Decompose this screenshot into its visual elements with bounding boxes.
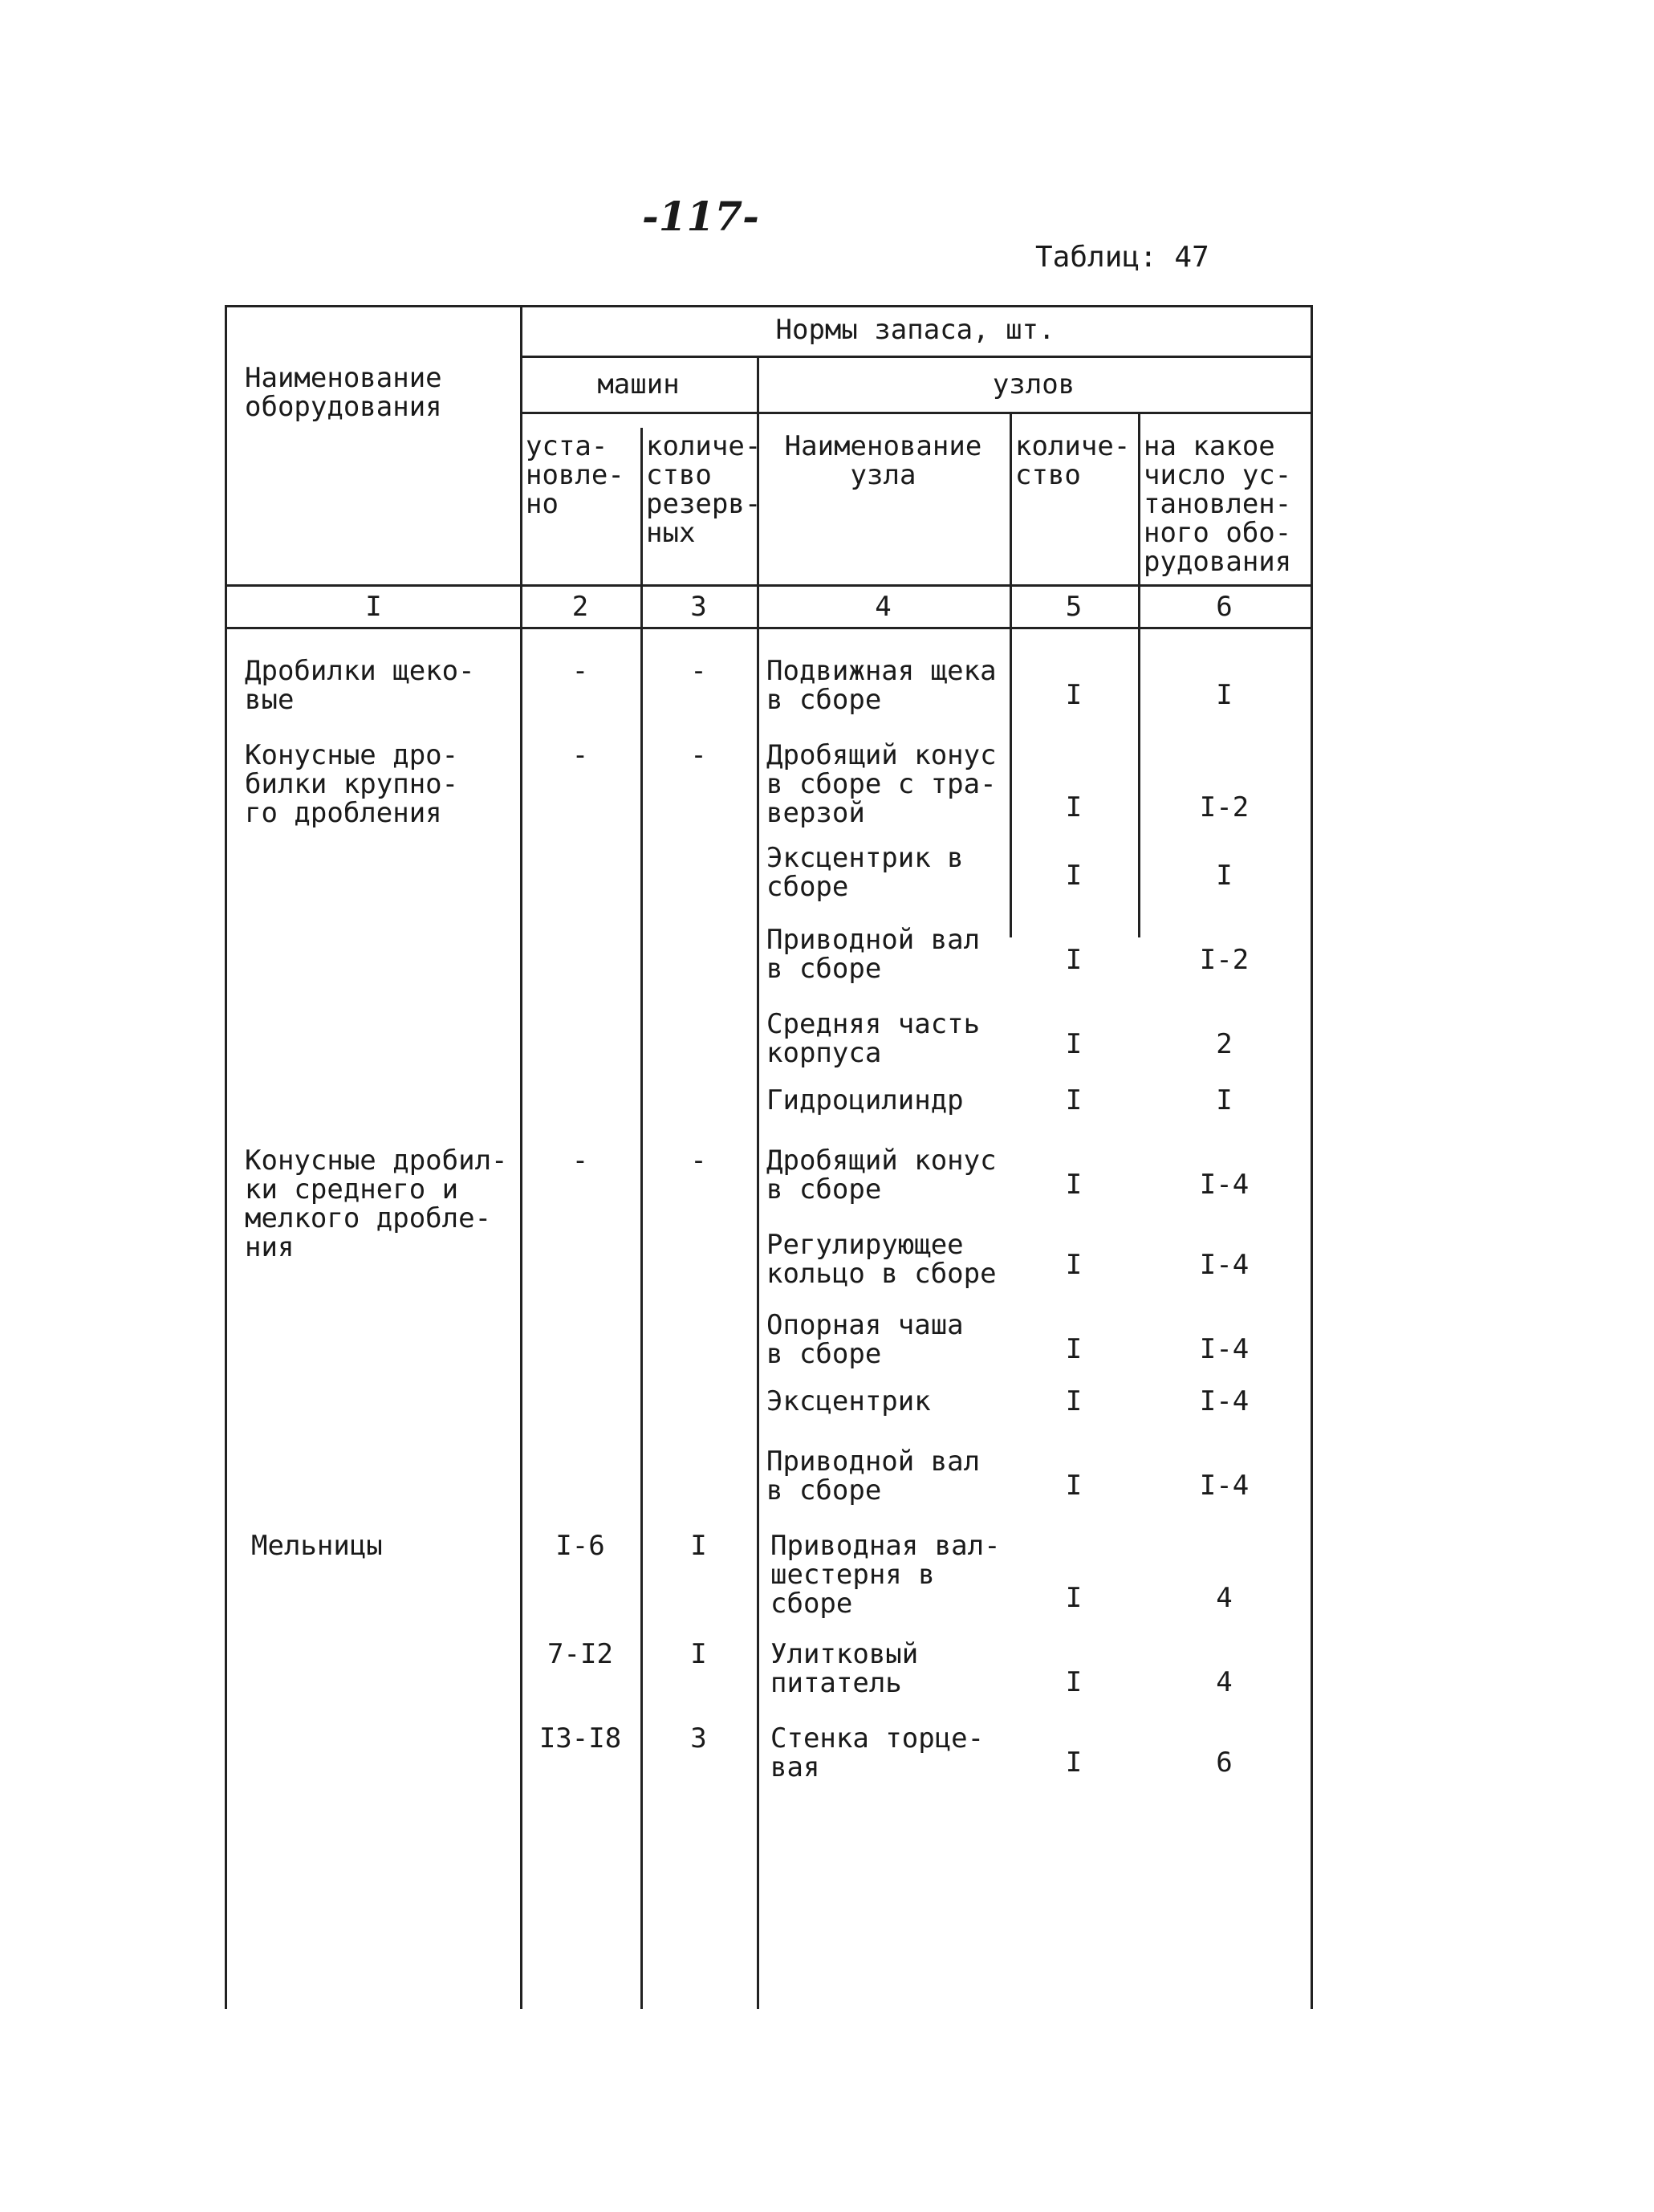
norms-table: [225, 305, 1313, 2009]
column-number: 5: [1065, 591, 1083, 623]
column-number: I: [365, 591, 382, 623]
unit-count-cell: I: [1065, 1666, 1083, 1698]
column-number: 2: [571, 591, 589, 623]
unit-count-cell: I: [1065, 1470, 1083, 1502]
page-number: -117-: [642, 193, 759, 240]
header-stock-norms: Нормы запаса, шт.: [775, 314, 1055, 346]
header-reserve-count: количе- ство резерв- ных: [646, 430, 762, 549]
row-rule: [227, 584, 1311, 587]
unit-name-cell: Средняя часть корпуса: [766, 1008, 981, 1069]
per-installed-cell: I: [1216, 679, 1233, 711]
header-equipment-name: Наименование оборудования: [245, 362, 442, 423]
per-installed-cell: I-4: [1199, 1333, 1250, 1365]
unit-name-cell: Регулирующее кольцо в сборе: [766, 1229, 997, 1290]
per-installed-cell: 4: [1216, 1666, 1233, 1698]
per-installed-cell: 4: [1216, 1582, 1233, 1614]
header-unit-count: количе- ство: [1015, 430, 1131, 491]
unit-count-cell: I: [1065, 1333, 1083, 1365]
unit-name-cell: Гидроцилиндр: [766, 1084, 964, 1116]
equipment-cell: Мельницы: [251, 1530, 383, 1562]
unit-name-cell: Приводной вал в сборе: [766, 924, 981, 985]
per-installed-cell: I-4: [1199, 1470, 1250, 1502]
unit-name-cell: Приводная вал- шестерня в сборе: [770, 1530, 1001, 1620]
unit-count-cell: I: [1065, 1028, 1083, 1060]
per-installed-cell: I-2: [1199, 944, 1250, 976]
unit-name-cell: Улитковый питатель: [770, 1638, 919, 1699]
column-number: 4: [875, 591, 892, 623]
unit-count-cell: I: [1065, 944, 1083, 976]
unit-name-cell: Стенка торце- вая: [770, 1722, 985, 1783]
per-installed-cell: 6: [1216, 1746, 1233, 1779]
unit-count-cell: I: [1065, 860, 1083, 892]
reserve-cell: -: [690, 1145, 707, 1177]
installed-cell: I-6: [555, 1530, 605, 1562]
reserve-cell: -: [690, 655, 707, 687]
unit-count-cell: I: [1065, 679, 1083, 711]
per-installed-cell: I-4: [1199, 1249, 1250, 1281]
unit-name-cell: Эксцентрик в сборе: [766, 842, 964, 903]
column-number: 3: [690, 591, 707, 623]
unit-name-cell: Дробящий конус в сборе с тра- верзой: [766, 739, 997, 829]
header-machines: машин: [597, 368, 680, 401]
reserve-cell: -: [690, 739, 707, 771]
unit-name-cell: Опорная чаша в сборе: [766, 1309, 964, 1370]
installed-cell: -: [571, 655, 589, 687]
unit-count-cell: I: [1065, 1582, 1083, 1614]
unit-count-cell: I: [1065, 1084, 1083, 1116]
header-installed: уста- новле- но: [526, 430, 624, 520]
unit-count-cell: I: [1065, 1385, 1083, 1417]
unit-count-cell: I: [1065, 1169, 1083, 1201]
per-installed-cell: 2: [1216, 1028, 1233, 1060]
installed-cell: -: [571, 1145, 589, 1177]
column-rule: [1138, 412, 1140, 937]
installed-cell: 7-I2: [547, 1638, 613, 1670]
header-unit-name: Наименование узла: [784, 430, 982, 491]
installed-cell: I3-I8: [538, 1722, 622, 1755]
unit-count-cell: I: [1065, 1746, 1083, 1779]
reserve-cell: 3: [690, 1722, 707, 1755]
per-installed-cell: I-4: [1199, 1169, 1250, 1201]
unit-count-cell: I: [1065, 1249, 1083, 1281]
reserve-cell: I: [690, 1530, 707, 1562]
unit-name-cell: Приводной вал в сборе: [766, 1446, 981, 1507]
reserve-cell: I: [690, 1638, 707, 1670]
row-rule: [520, 412, 1311, 414]
header-per-installed: на какое число ус- тановлен- ного обо- рудования: [1144, 430, 1292, 578]
column-number: 6: [1216, 591, 1233, 623]
equipment-cell: Конусные дробил- ки среднего и мелкого дробле- ния: [245, 1145, 508, 1263]
table-caption: Таблиц: 47: [1035, 241, 1209, 274]
per-installed-cell: I-4: [1199, 1385, 1250, 1417]
row-rule: [520, 356, 1311, 358]
unit-count-cell: I: [1065, 791, 1083, 823]
per-installed-cell: I: [1216, 860, 1233, 892]
unit-name-cell: Эксцентрик: [766, 1385, 931, 1417]
column-rule: [1010, 412, 1012, 937]
equipment-cell: Конусные дро- билки крупно- го дробления: [245, 739, 459, 829]
row-rule: [227, 627, 1311, 629]
equipment-cell: Дробилки щеко- вые: [245, 655, 475, 716]
installed-cell: -: [571, 739, 589, 771]
unit-name-cell: Дробящий конус в сборе: [766, 1145, 997, 1206]
unit-name-cell: Подвижная щека в сборе: [766, 655, 997, 716]
header-units: узлов: [992, 368, 1075, 401]
per-installed-cell: I: [1216, 1084, 1233, 1116]
per-installed-cell: I-2: [1199, 791, 1250, 823]
